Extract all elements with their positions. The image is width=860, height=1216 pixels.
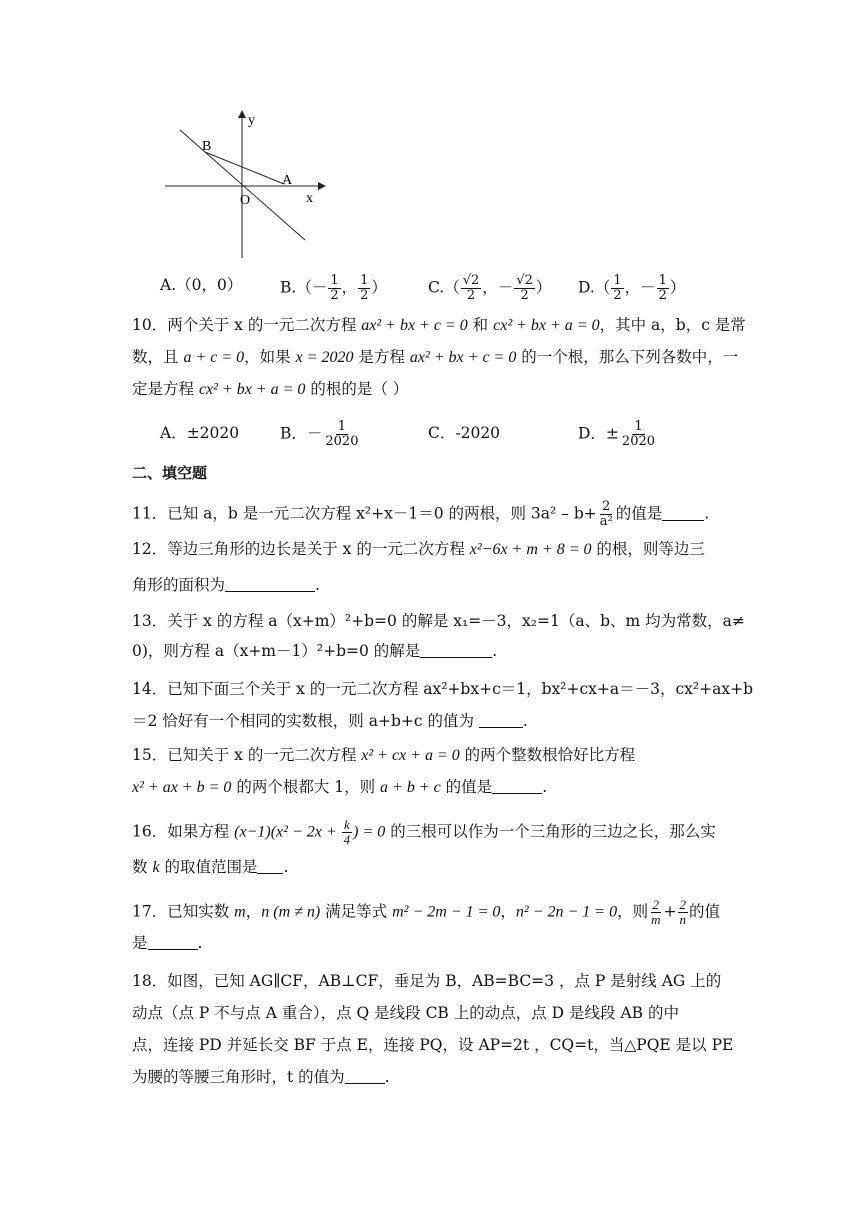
q10-line-1 (132, 314, 746, 337)
period: . (542, 778, 548, 796)
text: 为腰的等腰三角形时，t 的值为 (132, 1068, 345, 1086)
equation: ax² + bx + c = 0 (361, 317, 468, 334)
frac-num: 1 (360, 273, 369, 288)
label-a: A (282, 173, 293, 188)
equation: x² + ax + b = 0 (132, 779, 232, 796)
q14-line-1: 14．已知下面三个关于 x 的一元二次方程 ax²+bx+c＝1，bx²+cx+a＝－3，cx²+ax+b (132, 680, 754, 698)
frac-num: 1 (330, 273, 339, 288)
q10-line-2 (132, 346, 738, 369)
q14-line-2 (132, 710, 528, 732)
text: 10．两个关于 x 的一元二次方程 (132, 316, 362, 334)
frac-den: 2 (520, 288, 529, 303)
frac-num: 1 (634, 419, 643, 434)
text: 的值是 (440, 778, 493, 796)
q17-line-2 (132, 932, 202, 954)
frac-num: √2 (462, 273, 480, 288)
answer-blank[interactable] (257, 857, 283, 874)
q10-option-d-frac (620, 420, 657, 449)
period: . (197, 934, 203, 952)
text: ＝2 恰好有一个相同的实数根，则 a+b+c 的值为 (132, 712, 479, 730)
frac-den: m (651, 912, 661, 927)
text: 和 (467, 316, 494, 334)
text: 满足等式 (320, 902, 393, 921)
text: 的两个根都大 1，则 (231, 778, 381, 796)
q12-line-1 (132, 538, 705, 561)
frac-num: 1 (337, 419, 347, 434)
text: ，则 (617, 902, 649, 921)
q9-option-b-suffix: ） (371, 278, 387, 297)
period: . (315, 576, 320, 594)
period: . (283, 858, 289, 876)
equation: cx² + bx + a = 0 (493, 317, 600, 334)
label-b: B (202, 139, 212, 154)
q9-option-c-sep: ，－ (482, 278, 514, 297)
text: 定是方程 (132, 380, 199, 398)
q18-line-4 (132, 1066, 390, 1088)
q18-line-2: 动点（点 P 不与点 A 重合），点 Q 是线段 CB 上的动点，点 D 是线段 AB 的中 (132, 1004, 679, 1022)
answer-blank[interactable] (420, 641, 492, 658)
frac-den: 2 (360, 288, 369, 303)
q9-option-b-sep: ， (341, 278, 358, 297)
q15-line-1 (132, 744, 635, 767)
text: 的值是 (615, 504, 663, 523)
variable: k (152, 859, 160, 876)
q9-option-c (428, 274, 551, 303)
text: 16．如果方程 (132, 822, 235, 841)
q10-option-d (578, 420, 658, 449)
section-heading: 二、填空题 (132, 464, 208, 482)
equation: a + b + c (380, 779, 441, 796)
q9-option-c-prefix: C.（ (428, 278, 460, 297)
q9-option-c-frac2 (514, 274, 535, 303)
q9-option-d-sep: ，－ (624, 278, 656, 297)
frac-den: 4 (343, 832, 351, 847)
answer-blank[interactable] (662, 504, 704, 521)
answer-blank[interactable] (479, 711, 523, 728)
q9-option-d-suffix: ） (669, 278, 686, 297)
q10-option-a: A．±2020 (160, 424, 240, 442)
q16-line-2 (132, 856, 288, 879)
text: 的一个根，那么下列各数中，一 (516, 348, 739, 366)
text: 的两个整数根恰好比方程 (459, 746, 636, 764)
period: . (384, 1068, 390, 1086)
q9-option-c-frac1 (461, 274, 482, 303)
q9-option-d-frac1 (611, 274, 623, 303)
text: 的取值范围是 (159, 858, 258, 876)
q18-line-1: 18．如图，已知 AG∥CF，AB⊥CF，垂足为 B，AB=BC=3 ，点 P 是射线 AG 上的 (132, 972, 722, 990)
text: ，其中 a，b，c 是常 (599, 316, 746, 334)
text: 是方程 (353, 348, 410, 366)
text: 15．已知关于 x 的一元二次方程 (132, 746, 362, 764)
q9-option-b-frac2 (358, 274, 370, 303)
q9-option-c-suffix: ） (535, 278, 552, 297)
text: 的值 (689, 902, 721, 921)
equation: m² − 2m − 1 = 0 (392, 903, 501, 921)
frac-num: √2 (516, 273, 533, 288)
q18-line-3: 点，连接 PD 并延长交 BF 于点 E，连接 PQ，设 AP=2t ，CQ=t，当△PQE 是以 PE (132, 1036, 734, 1054)
equation: x² + cx + a = 0 (361, 747, 460, 764)
q15-line-2 (132, 776, 547, 799)
q13-line-1: 13．关于 x 的方程 a（x+m）²+b=0 的解是 x₁=－3，x₂=1（a、b、m 均为常数，a≠ (132, 612, 745, 630)
q9-option-b-prefix: B.（－ (280, 278, 328, 297)
q16-frac (342, 818, 353, 847)
q17-frac-2 (678, 898, 689, 927)
period: . (522, 712, 528, 730)
label-x: x (306, 191, 313, 206)
y-axis-arrow (238, 110, 246, 118)
frac-den: 2 (613, 288, 622, 303)
frac-den: 2 (330, 288, 339, 303)
period: . (492, 642, 498, 660)
q16-line-1 (132, 818, 716, 847)
q17-frac-1 (649, 898, 662, 927)
equation: ax² + bx + c = 0 (409, 349, 517, 366)
q9-option-d-frac2 (657, 274, 669, 303)
equation: a + c = 0 (183, 349, 245, 366)
equation: (x−1)(x² − 2x + (234, 823, 341, 841)
frac-num: k (344, 817, 350, 832)
answer-blank[interactable] (225, 575, 315, 592)
q10-line-3 (132, 378, 408, 401)
q13-line-2 (132, 640, 497, 662)
text: ， (245, 902, 262, 921)
frac-den: 2020 (621, 434, 656, 449)
text: ， (500, 902, 516, 921)
variable: n (m ≠ n) (261, 903, 321, 921)
label-o: O (240, 193, 251, 208)
answer-blank[interactable] (492, 777, 542, 794)
q9-option-d-prefix: D.（ (578, 278, 611, 297)
coordinate-figure (160, 108, 330, 263)
frac-den: 2 (466, 288, 476, 303)
period: . (704, 504, 710, 523)
equation: x = 2020 (295, 349, 354, 366)
equation: cx² + bx + a = 0 (198, 381, 306, 398)
text: 12．等边三角形的边长是关于 x 的一元二次方程 (132, 540, 470, 558)
equation: n² − 2n − 1 = 0 (515, 903, 618, 921)
label-y: y (248, 113, 255, 128)
x-axis-arrow (318, 182, 326, 190)
equation: ) = 0 (353, 823, 386, 841)
frac-num: 2 (652, 897, 660, 912)
text: 11．已知 a，b 是一元二次方程 x²+x－1＝0 的两根，则 3a² – b+ (132, 504, 597, 523)
frac-den: n (679, 912, 686, 927)
text: B．－ (280, 424, 323, 443)
text: 0)，则方程 a（x+m－1）²+b=0 的解是 (132, 642, 421, 660)
frac-den: 2 (658, 288, 667, 303)
text: 17．已知实数 (132, 902, 235, 921)
text: 数，且 (132, 348, 184, 366)
q10-option-b (280, 420, 361, 449)
q10-option-b-frac (323, 420, 360, 449)
plus: + (663, 902, 677, 921)
frac-den: 2020 (325, 434, 359, 449)
equation: x²−6x + m + 8 = 0 (469, 541, 592, 558)
segment-ba (205, 152, 284, 184)
text: 是 (132, 934, 148, 952)
variable: m (234, 903, 246, 921)
answer-blank[interactable] (148, 933, 198, 950)
q9-option-b (280, 274, 387, 303)
text: 的根，则等边三 (591, 540, 705, 558)
frac-num: 1 (613, 273, 622, 288)
text: D．± (578, 424, 619, 443)
q12-line-2 (132, 574, 320, 596)
q9-option-b-frac1 (328, 274, 340, 303)
q9-option-d (578, 274, 685, 303)
frac-num: 1 (658, 273, 667, 288)
text: ，如果 (244, 348, 296, 366)
q9-option-a: A.（0，0） (160, 276, 243, 294)
text: 角形的面积为 (132, 576, 226, 594)
frac-num: 2 (679, 897, 686, 912)
q10-option-c: C．-2020 (428, 424, 501, 442)
q11-line (132, 500, 709, 529)
frac-den: a² (599, 514, 613, 529)
q17-line-1 (132, 898, 720, 927)
text: 数 (132, 858, 153, 876)
text: 的三根可以作为一个三角形的三边之长，那么实 (385, 822, 716, 841)
frac-num: 2 (602, 499, 611, 514)
answer-blank[interactable] (345, 1067, 385, 1084)
text: 的根的是（ ） (305, 380, 409, 398)
q11-frac (598, 500, 615, 529)
